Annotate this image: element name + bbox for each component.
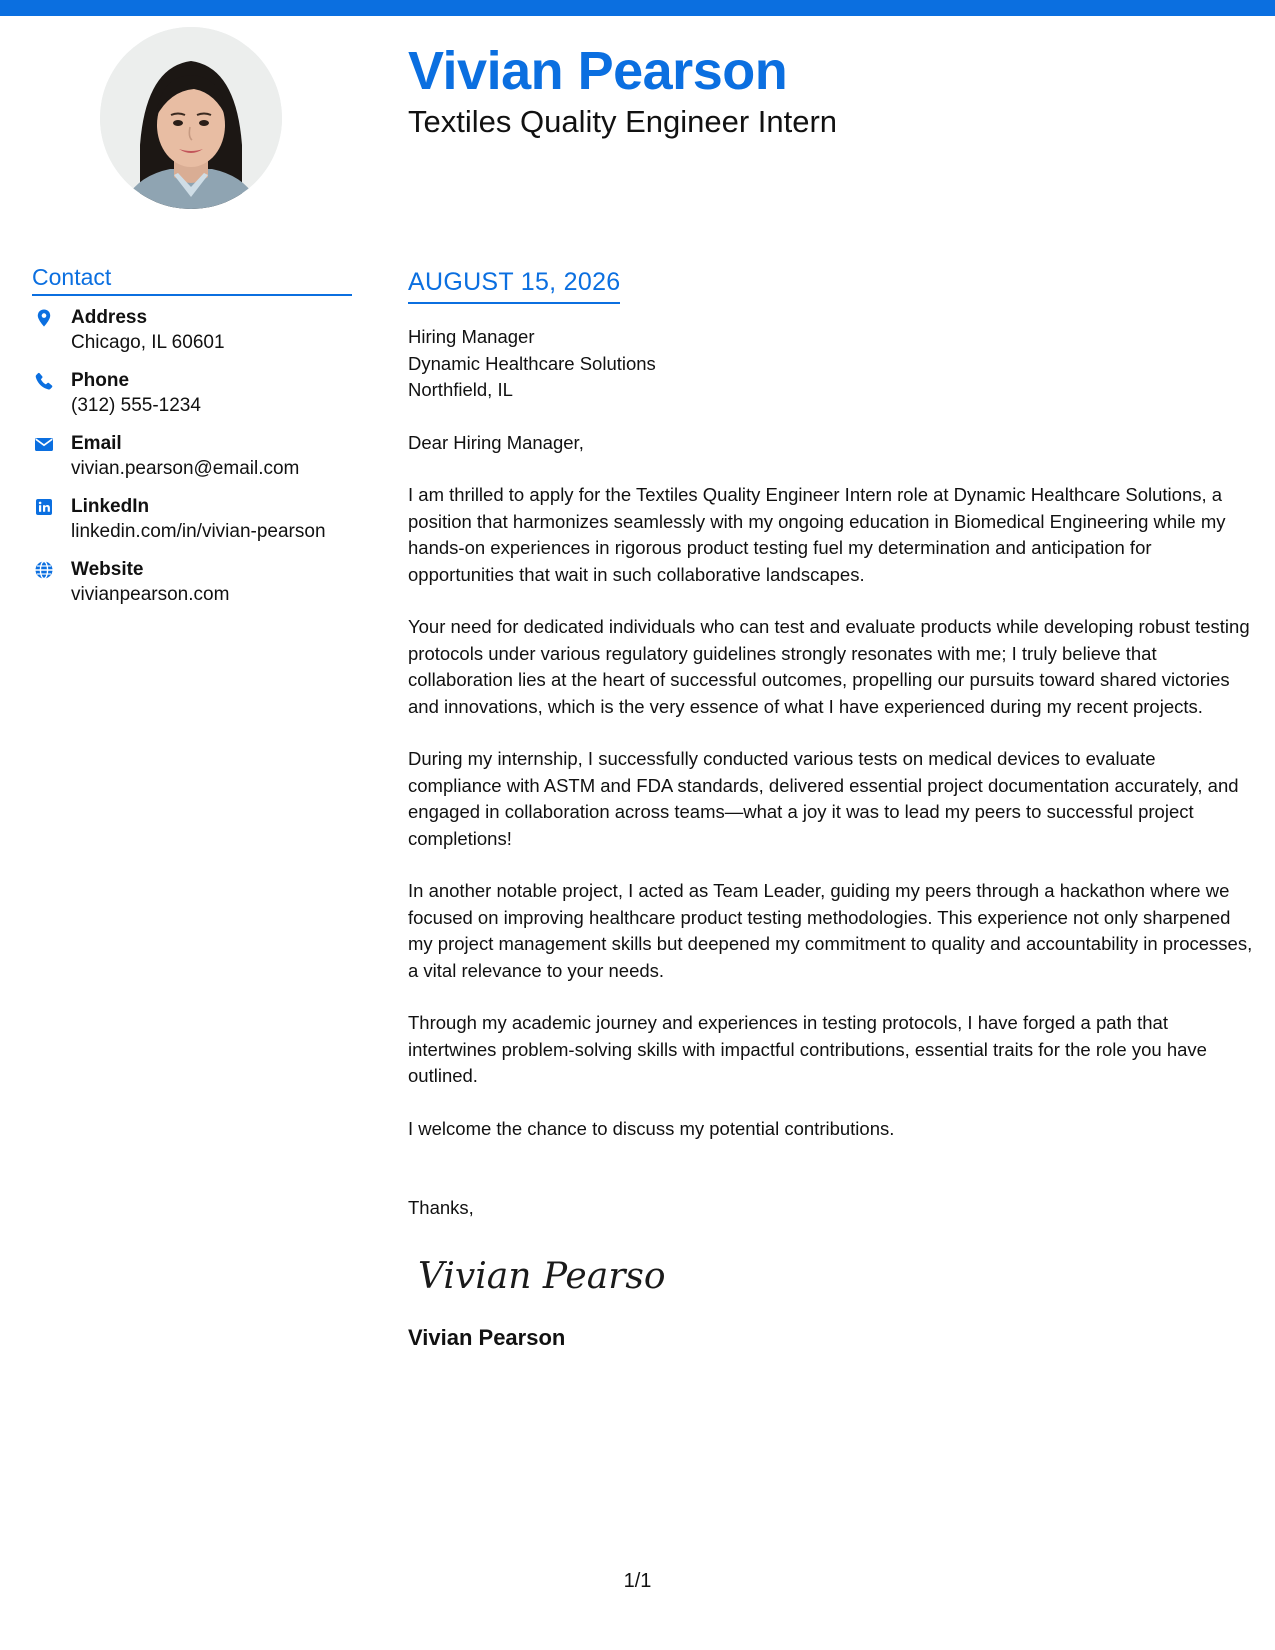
website-value: vivianpearson.com: [71, 584, 230, 605]
top-accent-bar: [0, 0, 1275, 16]
recipient-block: [408, 324, 1253, 404]
contact-item-website: [32, 558, 352, 607]
letter-paragraph: I am thrilled to apply for the Textiles Quality Engineer Intern role at Dynamic Healthcare Solutions, a position that harmonizes seamlessly with my ongoing education in Biomedical Engineering while my hands-on experiences in rigorous product testing fuel my determination and anticipation for opportunities that wait in such collaborative landscapes.: [408, 484, 1226, 585]
letter-date: AUGUST 15, 2026: [408, 268, 620, 304]
contact-item-address: [32, 306, 352, 355]
envelope-icon: [34, 434, 54, 454]
linkedin-value: linkedin.com/in/vivian-pearson: [71, 521, 326, 542]
handwritten-signature: [408, 1242, 1253, 1306]
contact-item-phone: [32, 369, 352, 418]
contact-sidebar: [32, 264, 352, 621]
phone-icon: [34, 371, 54, 391]
letter-paragraph: Your need for dedicated individuals who can test and evaluate products while developing robust testing protocols under various regulatory guidelines strongly resonates with me; I truly believe that collaboration lies at the heart of successful outcomes, propelling our pursuits toward shared victories and innovations, which is the very essence of what I have experienced during my recent projects.: [408, 616, 1250, 717]
phone-value: (312) 555-1234: [71, 395, 201, 416]
letter-body: [408, 268, 1253, 1351]
letter-paragraph: I welcome the chance to discuss my potential contributions.: [408, 1117, 895, 1139]
letter-closing: Thanks,: [408, 1197, 474, 1218]
contact-item-linkedin: [32, 495, 352, 544]
recipient-company: Dynamic Healthcare Solutions: [408, 352, 656, 374]
applicant-title: Textiles Quality Engineer Intern: [408, 104, 838, 139]
svg-text:Vivian Pearson: Vivian Pearson: [418, 1255, 668, 1297]
contact-label: Address: [71, 307, 148, 328]
contact-label: LinkedIn: [71, 496, 150, 517]
contact-list: [32, 306, 352, 607]
contact-label: Phone: [71, 370, 130, 391]
contact-label: Website: [71, 559, 144, 580]
recipient-name: Hiring Manager: [408, 326, 535, 347]
linkedin-icon: [34, 497, 54, 517]
contact-item-email: [32, 432, 352, 481]
contact-label: Email: [71, 433, 122, 454]
letter-greeting: Dear Hiring Manager,: [408, 431, 584, 453]
signer-name: Vivian Pearson: [408, 1324, 566, 1350]
globe-icon: [34, 560, 54, 580]
page-number: 1/1: [623, 1570, 652, 1592]
contact-heading: Contact: [32, 264, 352, 296]
email-value: vivian.pearson@email.com: [71, 458, 300, 479]
profile-photo: [100, 27, 282, 209]
letter-paragraph: During my internship, I successfully conducted various tests on medical devices to evaluate compliance with ASTM and FDA standards, delivered essential project documentation accurately, and engaged in collaboration across teams—what a joy it was to lead my peers to successful project completions!: [408, 748, 1239, 849]
map-pin-icon: [34, 308, 54, 328]
address-value: Chicago, IL 60601: [71, 332, 225, 353]
letter-paragraph: Through my academic journey and experiences in testing protocols, I have forged a path that intertwines problem-solving skills with impactful contributions, essential traits for the role you have outlined.: [408, 1012, 1207, 1086]
applicant-name: Vivian Pearson: [408, 41, 788, 101]
letter-paragraph: In another notable project, I acted as Team Leader, guiding my peers through a hackathon where we focused on improving healthcare product testing methodologies. This experience not only sharpened my project management skills but deepened my commitment to quality and accountability in processes, a vital relevance to your needs.: [408, 880, 1253, 981]
recipient-location: Northfield, IL: [408, 379, 513, 400]
